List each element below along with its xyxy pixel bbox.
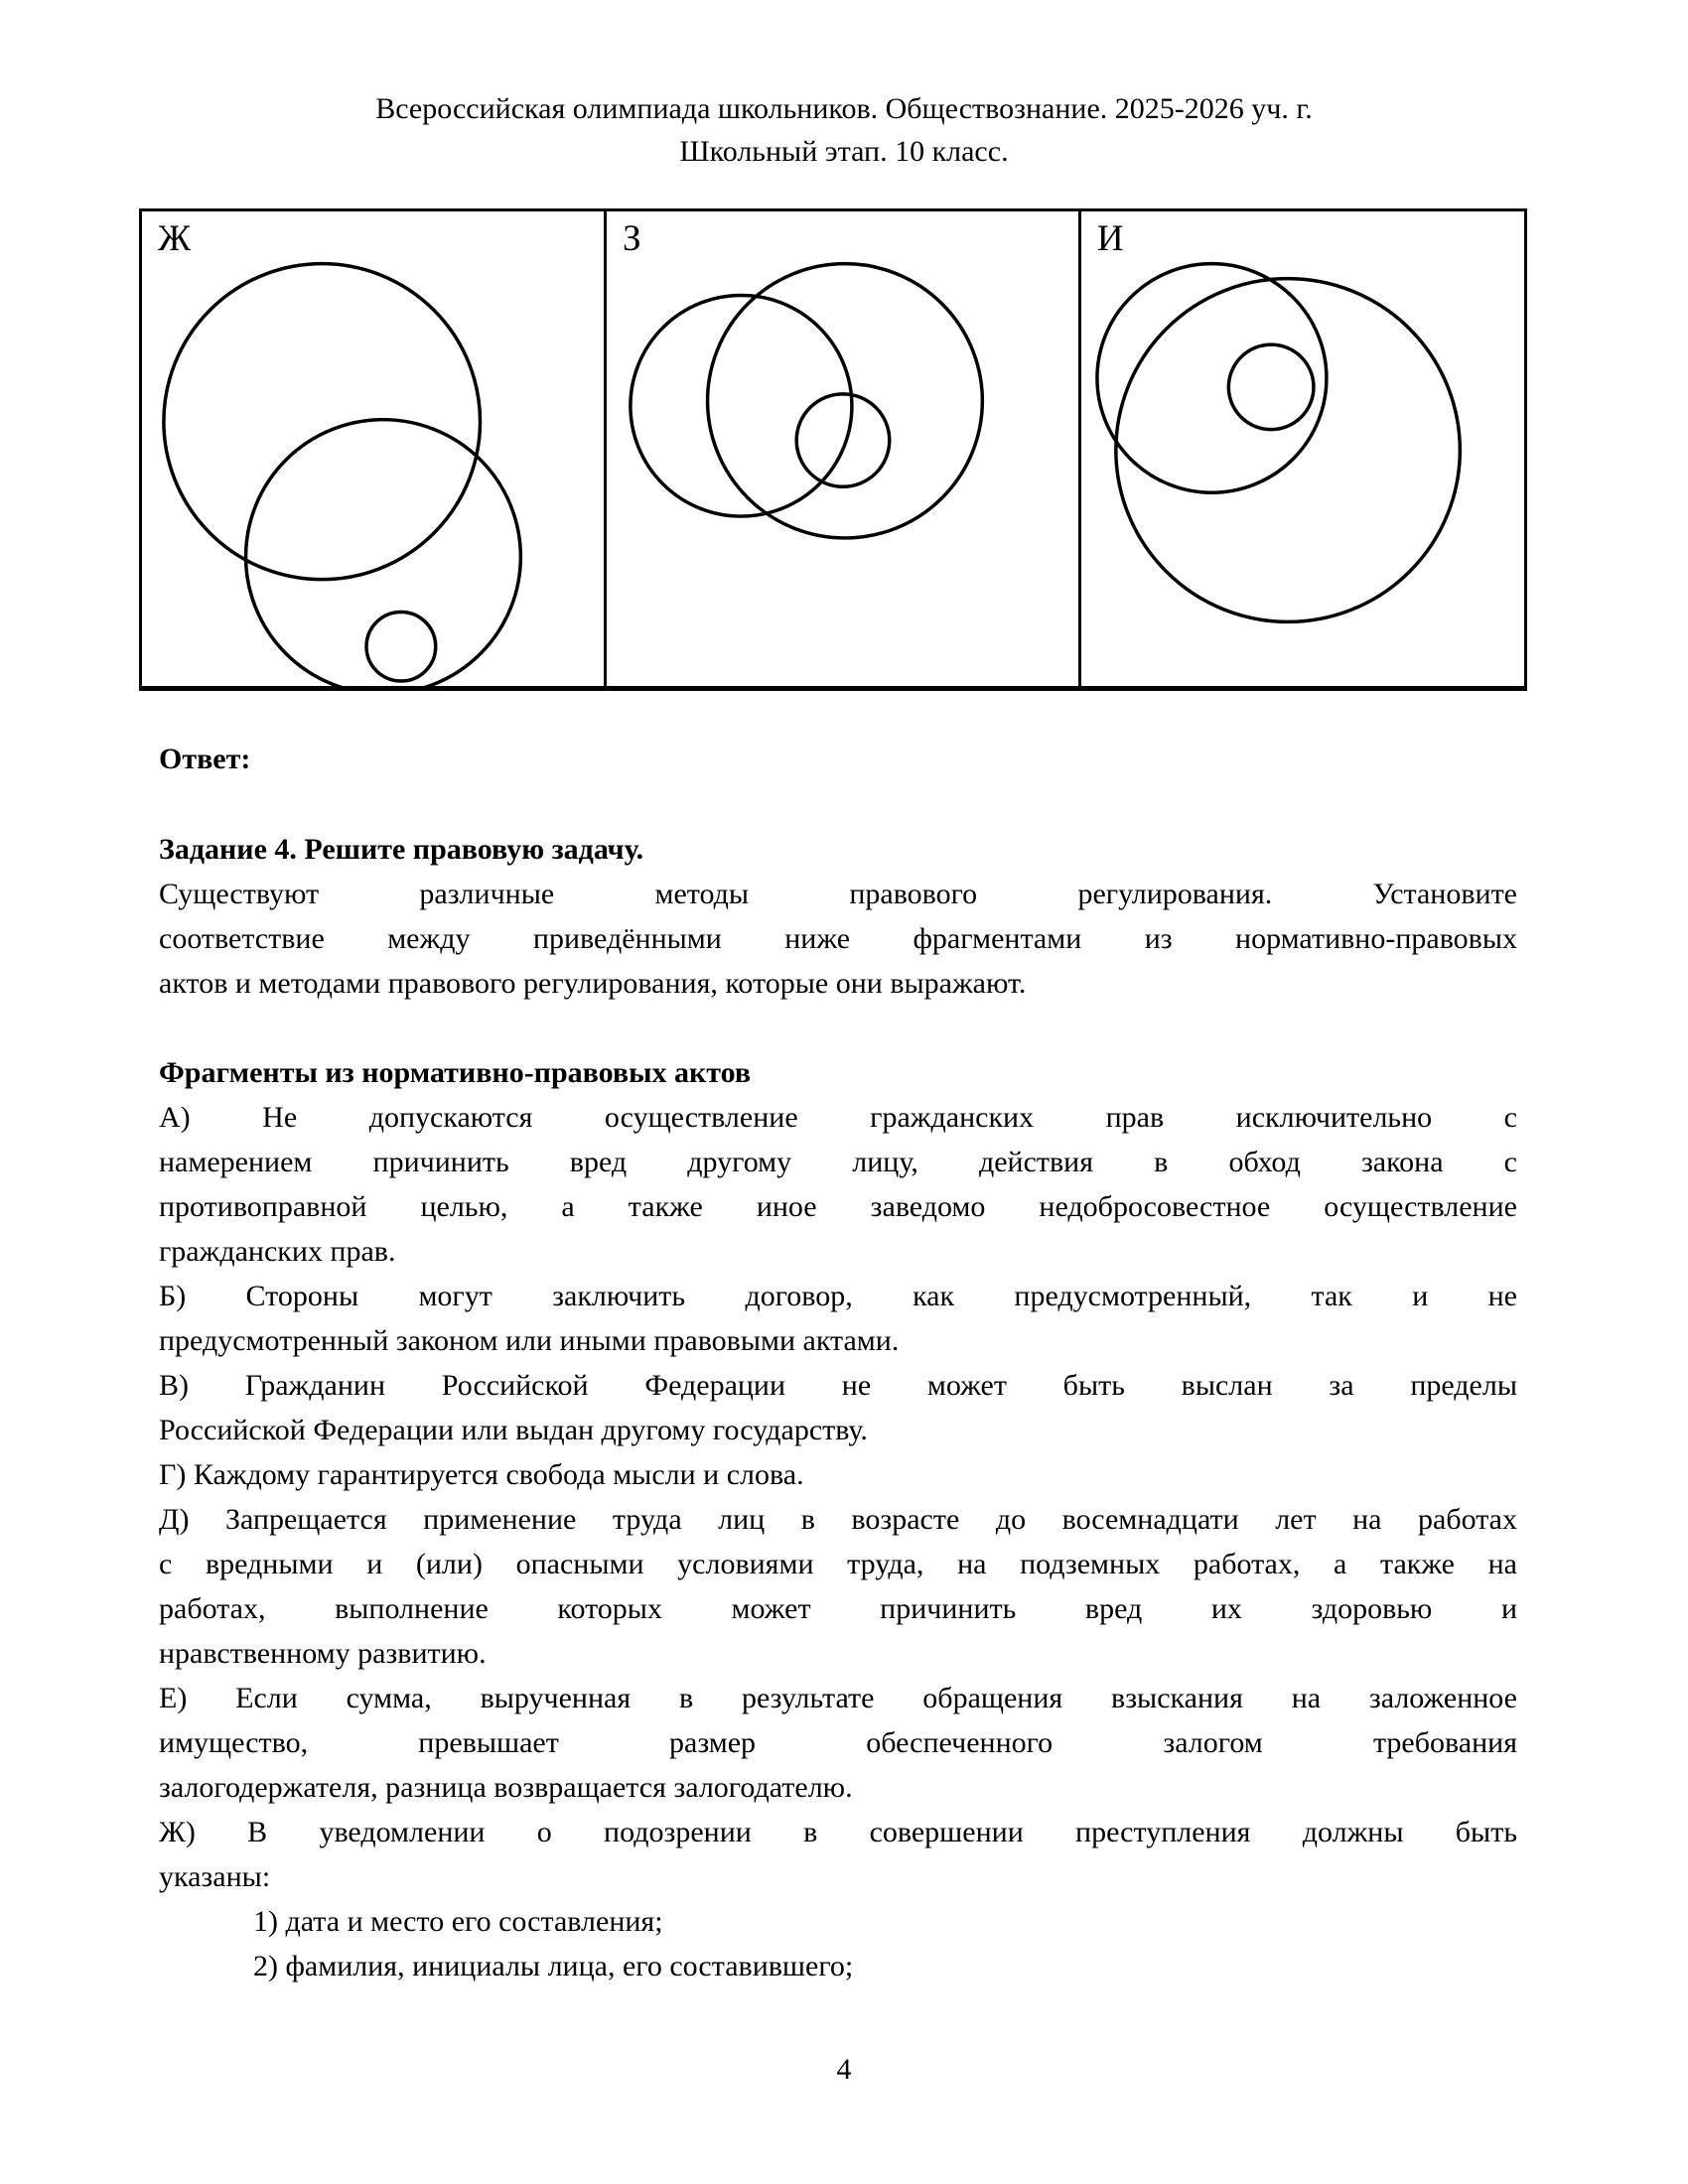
header-line-1: Всероссийская олимпиада школьников. Обществознание. 2025-2026 уч. г. (375, 92, 1313, 125)
task-intro-paragraph (159, 872, 1517, 1006)
header-line-2: Школьный этап. 10 класс. (679, 135, 1009, 168)
fragments-list (159, 1095, 1517, 1988)
right-circle (708, 264, 983, 538)
text-line: намерением причинить вред другому лицу, действия в обход закона с (159, 1146, 1517, 1178)
text-line: Г) Каждому гарантируется свобода мысли и слова. (159, 1458, 804, 1491)
small-circle (366, 612, 436, 681)
small-circle (796, 394, 890, 486)
task-title: Задание 4. Решите правовую задачу. (159, 833, 644, 866)
cell-label: И (1096, 218, 1124, 259)
fragments-heading: Фрагменты из нормативно-правовых актов (159, 1056, 752, 1089)
text-line: Российской Федерации или выдан другому государству. (159, 1414, 868, 1446)
text-line: с вредными и (или) опасными условиями труда, на подземных работах, а также на (159, 1548, 1517, 1580)
venn-cell-zh (142, 211, 607, 686)
text-line: Существуют различные методы правового регулирования. Установите (159, 878, 1517, 910)
text-line: А) Не допускаются осуществление гражданских прав исключительно с (159, 1101, 1517, 1134)
text-line: Е) Если сумма, вырученная в результате обращения взыскания на заложенное (159, 1682, 1517, 1714)
text-line: Д) Запрещается применение труда лиц в возрасте до восемнадцати лет на работах (159, 1503, 1517, 1536)
text-line: залогодержателя, разница возвращается залогодателю. (159, 1771, 853, 1804)
answer-label: Ответ: (159, 743, 251, 775)
venn-cell-i (1081, 211, 1524, 686)
page-number: 4 (836, 2053, 852, 2086)
text-line: 2) фамилия, инициалы лица, его составившего; (253, 1950, 854, 1982)
text-line: имущество, превышает размер обеспеченного залогом требования (159, 1726, 1517, 1759)
cell-label: З (622, 218, 641, 259)
venn-cell-ze (607, 211, 1081, 686)
text-line: соответствие между приведёнными ниже фрагментами из нормативно-правовых (159, 922, 1517, 955)
text-line: Б) Стороны могут заключить договор, как предусмотренный, так и не (159, 1280, 1517, 1312)
venn-diagram (142, 211, 604, 686)
text-line: нравственному развитию. (159, 1637, 487, 1670)
text-line: В) Гражданин Российской Федерации не может быть выслан за пределы (159, 1369, 1517, 1402)
text-line: 1) дата и место его составления; (253, 1905, 663, 1938)
text-line: предусмотренный законом или иными правовыми актами. (159, 1324, 900, 1357)
document-header (0, 87, 1688, 173)
text-line: указаны: (159, 1860, 271, 1893)
cell-label: Ж (158, 218, 192, 259)
medium-circle (246, 420, 521, 686)
large-circle (1116, 279, 1460, 622)
text-line: актов и методами правового регулирования, которые они выражают. (159, 967, 1027, 1000)
venn-diagram-table (139, 208, 1527, 691)
left-circle (631, 295, 852, 516)
large-circle (164, 264, 481, 580)
text-line: работах, выполнение которых может причинить вред их здоровью и (159, 1592, 1517, 1625)
text-line: противоправной целью, а также иное заведомо недобросовестное осуществление (159, 1190, 1517, 1223)
venn-diagram (1081, 211, 1524, 686)
venn-diagram (607, 211, 1078, 686)
text-line: Ж) В уведомлении о подозрении в совершении преступления должны быть (159, 1816, 1517, 1848)
small-circle (1228, 344, 1314, 429)
text-line: гражданских прав. (159, 1235, 396, 1268)
